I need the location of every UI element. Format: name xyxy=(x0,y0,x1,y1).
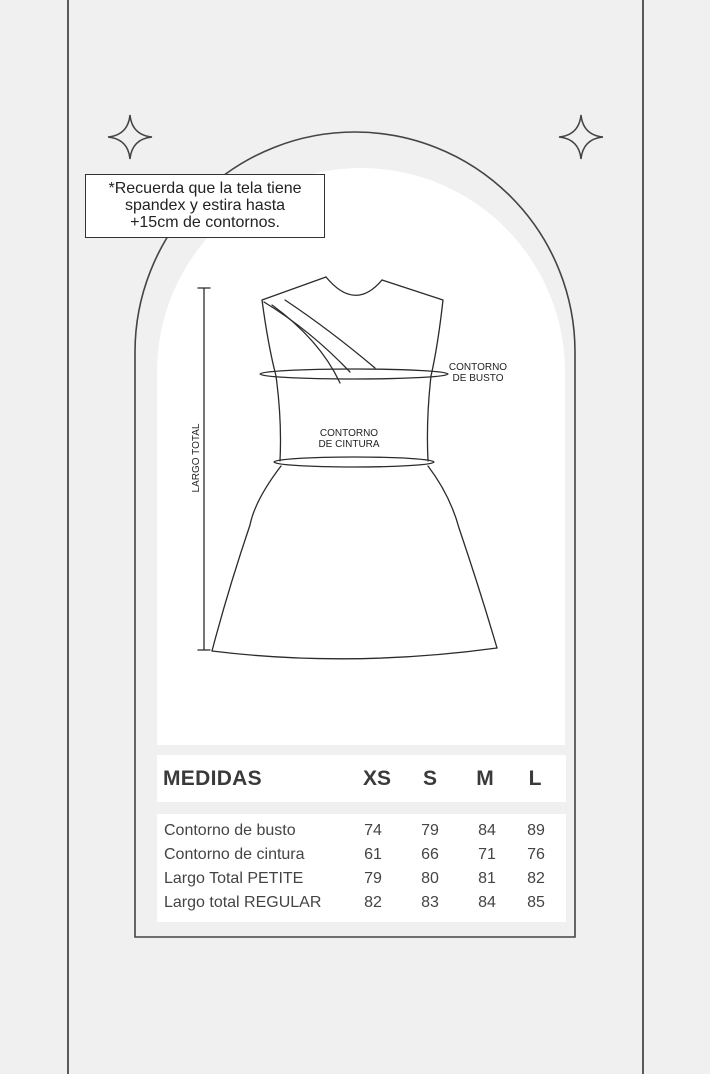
table-title: MEDIDAS xyxy=(163,767,262,790)
table-row xyxy=(157,870,566,894)
cell-value: 71 xyxy=(478,846,496,863)
cell-value: 61 xyxy=(364,846,382,863)
skirt-right xyxy=(428,466,497,648)
cell-value: 89 xyxy=(527,822,545,839)
cell-value: 83 xyxy=(421,894,439,911)
cell-value: 82 xyxy=(364,894,382,911)
length-label: LARGO TOTAL xyxy=(191,423,202,493)
cell-value: 84 xyxy=(478,822,496,839)
row-label: Largo total REGULAR xyxy=(164,894,322,911)
cell-value: 66 xyxy=(421,846,439,863)
note-line: spandex y estira hasta xyxy=(124,197,286,214)
cell-value: 82 xyxy=(527,870,545,887)
cell-value: 80 xyxy=(421,870,439,887)
cell-value: 85 xyxy=(527,894,545,911)
cell-value: 79 xyxy=(364,870,382,887)
neckline xyxy=(326,277,382,295)
row-label: Largo Total PETITE xyxy=(164,870,304,887)
waist-label-2: DE CINTURA xyxy=(318,439,380,450)
cell-value: 81 xyxy=(478,870,496,887)
table-row xyxy=(157,894,566,918)
size-header-l: L xyxy=(528,767,542,790)
skirt-hem xyxy=(212,648,497,659)
table-row xyxy=(157,846,566,870)
bust-label-2: DE BUSTO xyxy=(452,373,504,384)
note-line: +15cm de contornos. xyxy=(130,214,280,231)
cell-value: 84 xyxy=(478,894,496,911)
row-label: Contorno de cintura xyxy=(164,846,305,863)
waist-label-1: CONTORNO xyxy=(319,428,379,439)
cell-value: 74 xyxy=(364,822,382,839)
row-label: Contorno de busto xyxy=(164,822,296,839)
skirt-left xyxy=(212,466,281,651)
waist-ellipse xyxy=(274,457,434,467)
bust-ellipse xyxy=(260,369,448,379)
size-table-header xyxy=(157,755,566,802)
cell-value: 79 xyxy=(421,822,439,839)
table-row xyxy=(157,822,566,846)
bust-label-1: CONTORNO xyxy=(448,362,508,373)
size-table-body xyxy=(157,814,566,922)
cell-value: 76 xyxy=(527,846,545,863)
size-header-m: M xyxy=(476,767,494,790)
size-header-xs: XS xyxy=(362,767,391,790)
note-line: *Recuerda que la tela tiene xyxy=(108,180,302,197)
size-header-s: S xyxy=(422,767,437,790)
